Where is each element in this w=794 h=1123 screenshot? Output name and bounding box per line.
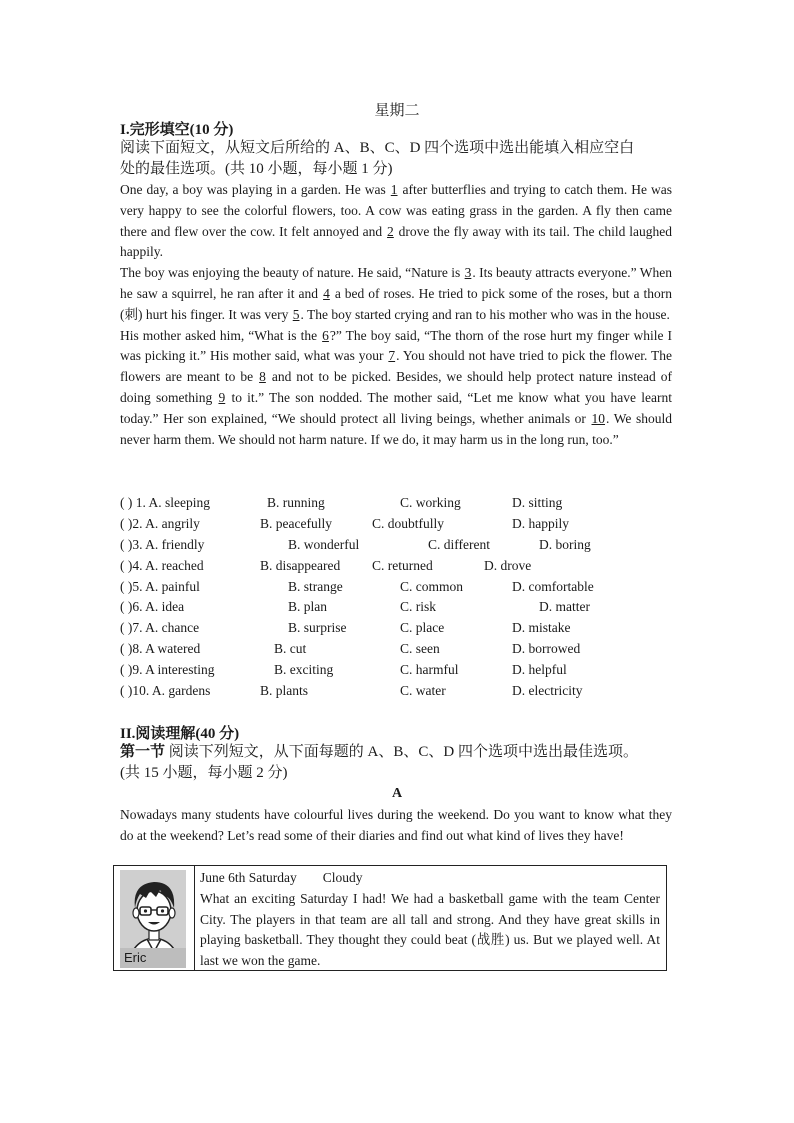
blank-6: 6 <box>322 327 329 343</box>
question-number-and-option-a: ( )2. A. angrily <box>120 516 200 531</box>
question-10 <box>120 681 680 701</box>
part-label: 第一节 <box>120 744 166 760</box>
question-number-and-option-a: ( )8. A watered <box>120 641 201 656</box>
option-d: D. helpful <box>512 662 567 677</box>
question-number-and-option-a: ( )5. A. painful <box>120 579 200 594</box>
option-d: D. mistake <box>512 620 571 635</box>
cloze-passage <box>120 180 672 450</box>
passage-paragraph-2: The boy was enjoying the beauty of nature. He said, “Nature is 3. Its beauty attracts everyone.” When he saw a squirrel, he ran after it and 4 a bed of roses. He tried to pick some of the roses, but a thorn (刺) hurt his finger. It was very 5. The boy started crying and ran to his mother who was in the house. <box>120 265 672 322</box>
passage-letter: A <box>391 786 403 801</box>
student-name-label: Eric <box>120 948 186 968</box>
option-d: D. boring <box>539 537 591 552</box>
option-d: D. sitting <box>512 495 563 510</box>
diary-entry-table <box>113 865 667 971</box>
passage-paragraph-1: One day, a boy was playing in a garden. He was 1 after butterflies and trying to catch them. He was very happy to see the colorful flowers, too. A cow was eating grass in the garden. A fly then came there and flew over the cow. It felt annoyed and 2 drove the fly away with its tail. The child laughed happily. <box>120 182 673 260</box>
section1-instruction <box>120 138 680 180</box>
question-4 <box>120 556 680 576</box>
option-d: D. drove <box>484 558 532 573</box>
question-3 <box>120 535 680 555</box>
option-c: C. water <box>400 683 446 698</box>
page-title: 星期二 <box>374 103 420 119</box>
diary-body: What an exciting Saturday I had! We had a basketball game with the team Center City. The players in that team are all tall and strong. And they have great skills in playing basketball. They thought they could beat (战胜) us. But we played well. At last we won the game. <box>200 890 660 969</box>
option-b: B. strange <box>288 579 343 594</box>
question-number-and-option-a: ( ) 1. A. sleeping <box>120 495 210 510</box>
section1-instruction-line2: 处的最佳选项。(共 10 小题，每小题 1 分) <box>120 161 393 177</box>
passage-paragraph-3: His mother asked him, “What is the 6?” The boy said, “The thorn of the rose hurt my finger while I was picking it.” His mother said, what was your 7. You should not have tried to pick the flower. The flowers are meant to be 8 and not to be picked. Besides, we should help protect nature instead of doing something 9 to it.” The son nodded. The mother said, “Let me know what you have learnt today.” Her son explained, “We should protect all living beings, whether animals or 10. We should never harm them. We should not harm nature. If we do, it may harm us in the long run, too.” <box>120 327 673 447</box>
question-number-and-option-a: ( )4. A. reached <box>120 558 204 573</box>
diary-date-line <box>200 868 660 889</box>
section2-heading: II.阅读理解(40 分) <box>120 726 240 742</box>
question-number-and-option-a: ( )10. A. gardens <box>120 683 211 698</box>
reading-intro: Nowadays many students have colourful lives during the weekend. Do you want to know what they do at the weekend? Let’s read some of their diaries and find out what kind of lives they have! <box>120 807 672 843</box>
option-b: B. surprise <box>288 620 347 635</box>
option-b: B. disappeared <box>260 558 341 573</box>
question-2 <box>120 514 680 534</box>
blank-3: 3 <box>464 265 472 281</box>
option-b: B. wonderful <box>288 537 360 552</box>
question-number-and-option-a: ( )3. A. friendly <box>120 537 205 552</box>
blank-10: 10 <box>591 410 606 426</box>
blank-1: 1 <box>390 182 398 197</box>
diary-weather: Cloudy <box>322 870 363 885</box>
blank-5: 5 <box>292 306 300 322</box>
blank-4: 4 <box>323 285 330 301</box>
blank-8: 8 <box>259 369 266 385</box>
question-8 <box>120 639 680 659</box>
option-b: B. plan <box>288 599 327 614</box>
avatar-cell <box>114 866 195 970</box>
question-number-and-option-a: ( )7. A. chance <box>120 620 200 635</box>
option-b: B. plants <box>260 683 309 698</box>
option-d: D. borrowed <box>512 641 581 656</box>
option-c: C. returned <box>372 558 433 573</box>
question-5 <box>120 577 680 597</box>
section2-instruction <box>120 742 700 784</box>
section1-instruction-line1: 阅读下面短文，从短文后所给的 A、B、C、D 四个选项中选出能填入相应空白 <box>120 140 635 156</box>
section2-instruction-line1: 第一节 阅读下列短文，从下面每题的 A、B、C、D 四个选项中选出最佳选项。 <box>120 744 638 760</box>
option-d: D. comfortable <box>512 579 594 594</box>
blank-2: 2 <box>387 223 394 239</box>
diary-text-cell <box>200 868 660 972</box>
option-c: C. harmful <box>400 662 459 677</box>
option-c: C. risk <box>400 599 437 614</box>
option-c: C. doubtfully <box>372 516 445 531</box>
section2-instruction-line2: (共 15 小题，每小题 2 分) <box>120 765 288 781</box>
option-d: D. matter <box>539 599 590 614</box>
option-b: B. cut <box>274 641 307 656</box>
question-number-and-option-a: ( )9. A interesting <box>120 662 215 677</box>
option-b: B. exciting <box>274 662 334 677</box>
question-number-and-option-a: ( )6. A. idea <box>120 599 185 614</box>
question-6 <box>120 597 680 617</box>
option-c: C. common <box>400 579 463 594</box>
question-7 <box>120 618 680 638</box>
option-c: C. place <box>400 620 445 635</box>
option-d: D. happily <box>512 516 569 531</box>
option-b: B. peacefully <box>260 516 332 531</box>
option-b: B. running <box>267 495 325 510</box>
question-9 <box>120 660 680 680</box>
section1-heading: I.完形填空(10 分) <box>120 122 234 138</box>
option-c: C. different <box>428 537 490 552</box>
blank-9: 9 <box>218 389 226 405</box>
option-c: C. working <box>400 495 461 510</box>
diary-date: June 6th Saturday <box>200 870 297 885</box>
option-d: D. electricity <box>512 683 583 698</box>
blank-7: 7 <box>388 348 396 364</box>
question-1 <box>120 493 680 513</box>
option-c: C. seen <box>400 641 440 656</box>
